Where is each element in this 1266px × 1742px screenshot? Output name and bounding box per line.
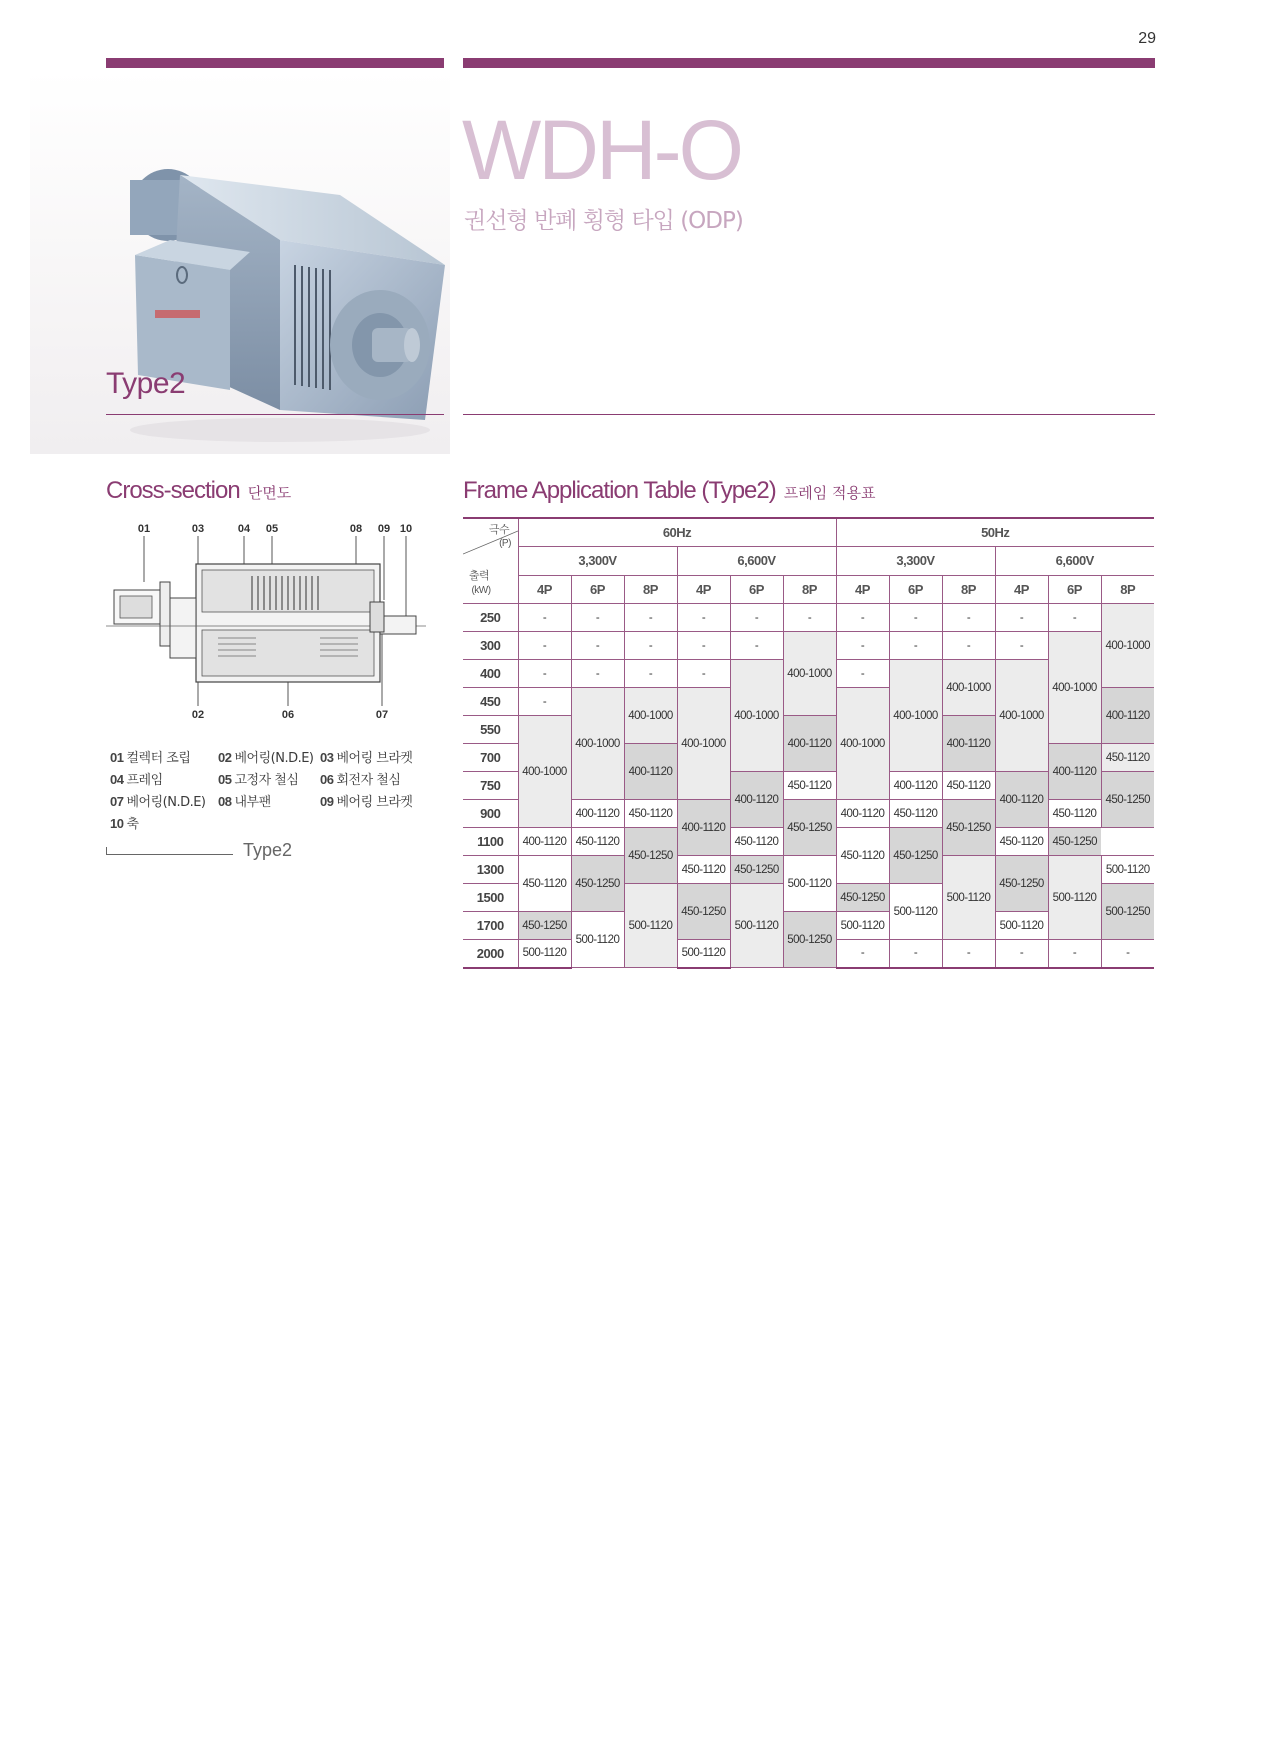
table-cell: - (995, 604, 1048, 632)
kw-cell: 900 (463, 800, 518, 828)
pole-header: 6P (1048, 575, 1101, 604)
table-cell: 450-1250 (730, 856, 783, 884)
divider-right (463, 414, 1155, 415)
table-cell: 400-1120 (518, 828, 571, 856)
pole-header: 4P (677, 575, 730, 604)
product-title: WDH-O (462, 103, 741, 197)
pole-header: 6P (889, 575, 942, 604)
table-cell: 400-1120 (1048, 744, 1101, 800)
table-cell: 400-1000 (518, 716, 571, 828)
table-cell: 450-1120 (571, 828, 624, 856)
pole-header: 8P (942, 575, 995, 604)
table-cell: 450-1120 (889, 800, 942, 828)
volt-header: 3,300V (836, 547, 995, 576)
kw-cell: 1500 (463, 884, 518, 912)
callout-10: 10 (399, 523, 413, 535)
callout-04: 04 (237, 523, 251, 535)
table-cell: - (730, 604, 783, 632)
table-cell: 450-1120 (1101, 744, 1154, 772)
table-cell: - (836, 604, 889, 632)
cross-section-title: Cross-section (106, 477, 240, 504)
product-subtitle: 권선형 반폐 횡형 타입 (ODP) (464, 208, 743, 234)
table-cell: - (624, 660, 677, 688)
table-cell: - (1048, 940, 1101, 968)
table-cell: 450-1250 (1048, 828, 1101, 856)
table-cell: 450-1250 (624, 828, 677, 884)
table-row (463, 632, 1154, 660)
table-cell: - (1048, 604, 1101, 632)
type-ref-label: Type2 (243, 840, 293, 860)
table-cell: 400-1000 (677, 688, 730, 800)
table-cell: 450-1250 (677, 884, 730, 940)
table-cell: 400-1000 (1048, 632, 1101, 744)
volt-header: 6,600V (677, 547, 836, 576)
table-cell: - (571, 660, 624, 688)
table-cell: 400-1120 (942, 716, 995, 772)
table-cell: 450-1120 (518, 856, 571, 912)
kw-cell: 300 (463, 632, 518, 660)
table-cell: 450-1120 (1048, 800, 1101, 828)
header-bar-left (106, 58, 444, 68)
table-cell: 450-1250 (889, 828, 942, 884)
callout-09: 09 (377, 523, 391, 535)
corner-output-unit: (kW) (471, 585, 491, 596)
table-row (463, 856, 1154, 884)
callout-03: 03 (191, 523, 205, 535)
table-cell: 500-1120 (783, 856, 836, 912)
pole-header: 4P (995, 575, 1048, 604)
part-10: 10 축 (110, 816, 139, 832)
kw-cell: 1300 (463, 856, 518, 884)
table-cell: 400-1120 (624, 744, 677, 800)
part-03: 03 베어링 브라켓 (320, 750, 413, 766)
corner-output: 출력 (468, 569, 490, 582)
table-cell: 400-1120 (836, 800, 889, 828)
type-ref-line (106, 847, 233, 855)
cross-section-heading (106, 477, 291, 505)
freq-header-60hz: 60Hz (518, 518, 836, 547)
table-cell: 400-1000 (783, 632, 836, 716)
table-cell: 500-1250 (783, 912, 836, 968)
cross-section-diagram (106, 520, 426, 730)
kw-cell: 700 (463, 744, 518, 772)
pole-header: 8P (624, 575, 677, 604)
table-cell: 500-1120 (1101, 856, 1154, 884)
table-cell: - (677, 660, 730, 688)
table-cell: - (889, 604, 942, 632)
volt-header: 3,300V (518, 547, 677, 576)
table-cell: 450-1120 (836, 828, 889, 884)
table-cell: 500-1120 (942, 856, 995, 940)
corner-poles: 극수 (488, 523, 510, 536)
table-cell: - (889, 940, 942, 968)
table-cell: - (889, 632, 942, 660)
divider-left (106, 414, 444, 415)
table-cell: 400-1120 (995, 772, 1048, 828)
kw-cell: 1700 (463, 912, 518, 940)
pole-header: 6P (730, 575, 783, 604)
table-cell: 450-1250 (995, 856, 1048, 912)
callout-06: 06 (281, 709, 295, 721)
table-cell: - (518, 604, 571, 632)
volt-header: 6,600V (995, 547, 1154, 576)
table-cell: 450-1120 (783, 772, 836, 800)
kw-cell: 750 (463, 772, 518, 800)
table-cell: 400-1120 (889, 772, 942, 800)
table-cell: - (836, 632, 889, 660)
table-cell: 400-1120 (571, 800, 624, 828)
table-cell: 500-1120 (571, 912, 624, 968)
pole-header: 8P (783, 575, 836, 604)
table-cell: - (836, 660, 889, 688)
table-cell: 500-1120 (836, 912, 889, 940)
table-cell: - (677, 604, 730, 632)
table-cell: - (995, 940, 1048, 968)
part-07: 07 베어링(N.D.E) (110, 794, 206, 810)
pole-header: 4P (836, 575, 889, 604)
table-cell: 400-1120 (730, 772, 783, 828)
type-label: Type2 (106, 367, 186, 400)
kw-cell: 250 (463, 604, 518, 632)
table-cell: - (518, 660, 571, 688)
kw-cell: 2000 (463, 940, 518, 968)
motor-photo (110, 160, 450, 450)
pole-header: 6P (571, 575, 624, 604)
table-row (463, 604, 1154, 632)
table-cell: 400-1000 (624, 688, 677, 744)
callout-02: 02 (191, 709, 205, 721)
table-cell: 400-1000 (571, 688, 624, 800)
table-cell: 450-1120 (995, 828, 1048, 856)
table-cell: 400-1000 (730, 660, 783, 772)
part-08: 08 내부팬 (218, 794, 271, 810)
table-cell: 400-1120 (677, 800, 730, 856)
table-cell: - (942, 632, 995, 660)
table-cell: 450-1120 (942, 772, 995, 800)
table-cell: - (571, 604, 624, 632)
table-cell: 450-1120 (677, 856, 730, 884)
table-cell: - (942, 604, 995, 632)
part-05: 05 고정자 철심 (218, 772, 299, 788)
table-cell: - (677, 632, 730, 660)
table-cell: - (1101, 940, 1154, 968)
table-cell: - (995, 632, 1048, 660)
table-cell: - (624, 604, 677, 632)
table-cell: 450-1120 (624, 800, 677, 828)
table-cell: 400-1000 (889, 660, 942, 772)
table-cell: - (518, 632, 571, 660)
pole-header: 8P (1101, 575, 1154, 604)
kw-cell: 550 (463, 716, 518, 744)
table-cell: - (624, 632, 677, 660)
header-bar-right (463, 58, 1155, 68)
table-cell: - (571, 632, 624, 660)
kw-cell: 1100 (463, 828, 518, 856)
callout-08: 08 (349, 523, 363, 535)
table-cell: - (783, 604, 836, 632)
table-cell: - (836, 940, 889, 968)
table-cell: 450-1250 (1101, 772, 1154, 828)
frame-table-heading (463, 477, 875, 505)
table-cell: 500-1120 (1048, 856, 1101, 940)
table-corner (463, 518, 518, 604)
part-06: 06 회전자 철심 (320, 772, 401, 788)
part-01: 01 컬렉터 조립 (110, 750, 191, 766)
corner-poles-unit: (P) (499, 538, 511, 549)
table-cell: - (730, 632, 783, 660)
table-cell: 400-1120 (783, 716, 836, 772)
table-cell: 500-1120 (995, 912, 1048, 940)
page-number: 29 (1138, 30, 1156, 47)
table-cell: 400-1000 (836, 688, 889, 800)
table-cell: 500-1120 (677, 940, 730, 968)
table-cell: 400-1120 (1101, 688, 1154, 744)
kw-cell: 450 (463, 688, 518, 716)
table-cell: 500-1120 (518, 940, 571, 968)
table-cell: 400-1000 (1101, 604, 1154, 688)
callout-01: 01 (137, 523, 151, 535)
table-cell: 450-1250 (836, 884, 889, 912)
table-cell: 400-1000 (995, 660, 1048, 772)
frame-application-table (463, 517, 1154, 969)
part-04: 04 프레임 (110, 772, 163, 788)
table-cell: 450-1250 (571, 856, 624, 912)
pole-header: 4P (518, 575, 571, 604)
table-cell: 500-1250 (1101, 884, 1154, 940)
frame-table-title: Frame Application Table (Type2) (463, 477, 776, 504)
table-cell: 500-1120 (624, 884, 677, 968)
callout-07: 07 (375, 709, 389, 721)
table-cell: 500-1120 (889, 884, 942, 940)
table-cell: 450-1120 (730, 828, 783, 856)
table-cell: 500-1120 (730, 884, 783, 968)
table-cell: - (942, 940, 995, 968)
table-cell: 450-1250 (783, 800, 836, 856)
table-cell: - (518, 688, 571, 716)
part-02: 02 베어링(N.D.E) (218, 750, 314, 766)
callout-05: 05 (265, 523, 279, 535)
part-09: 09 베어링 브라켓 (320, 794, 413, 810)
frame-table-subtitle: 프레임 적용표 (783, 484, 876, 502)
table-cell: 400-1000 (942, 660, 995, 716)
freq-header-50hz: 50Hz (836, 518, 1154, 547)
cross-section-subtitle: 단면도 (247, 484, 292, 502)
table-cell: 450-1250 (942, 800, 995, 856)
table-cell: 450-1250 (518, 912, 571, 940)
product-photo-panel (30, 70, 450, 454)
kw-cell: 400 (463, 660, 518, 688)
